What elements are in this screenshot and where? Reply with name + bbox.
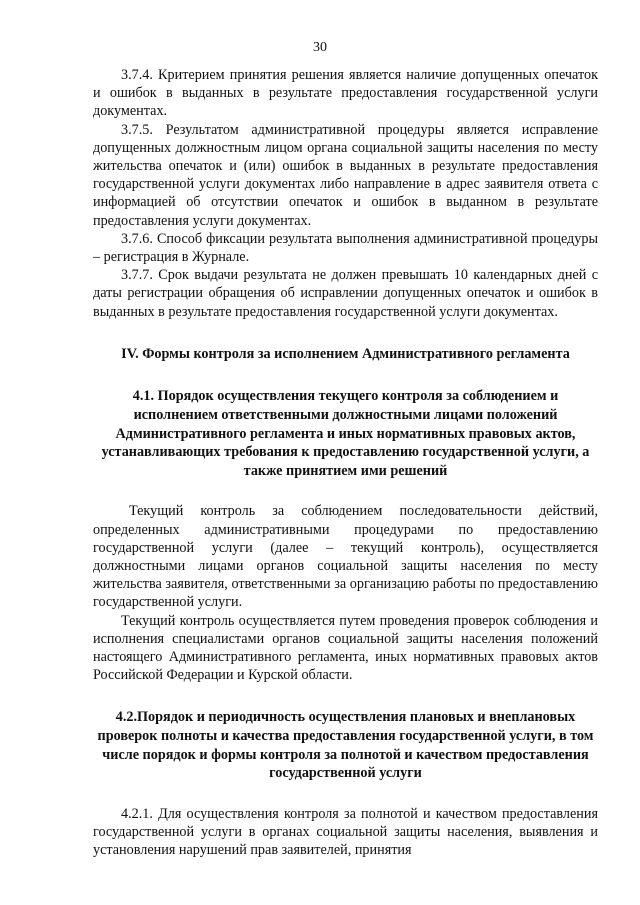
paragraph-current-control: Текущий контроль за соблюдением последовательности действий, определенных административными процедурами по предоставлению государственной услуги (далее – текущий контроль), осуществляется должностными лицами органов социальной защиты населения по месту жительства заявителя, ответственными за организацию работы по предоставлению государственной услуги. <box>93 503 598 611</box>
paragraph-control-checks: Текущий контроль осуществляется путем проведения проверок соблюдения и исполнения специалистами органов социальной защиты населения положений настоящего Административного регламента, иных нормативных правовых актов Российской Федерации и Курской области. <box>93 612 598 684</box>
subsection-title-4-1: 4.1. Порядок осуществления текущего контроля за соблюдением и исполнением ответственными должностными лицами положений Административного регламента и иных нормативных правовых актов, устанавливающих требования к предоставлению государственной услуги, а также принятием ими решений <box>101 388 590 479</box>
section-title-iv: IV. Формы контроля за исполнением Административного регламента <box>121 345 570 362</box>
page-number: 30 <box>313 40 327 55</box>
subsection-title-4-2: 4.2.Порядок и периодичность осуществления плановых и внеплановых проверок полноты и качества предоставления государственной услуги, в том числе порядок и формы контроля за полнотой и качеством предоставления государственной услуги <box>97 709 594 782</box>
paragraph-3-7-6: 3.7.6. Способ фиксации результата выполнения административной процедуры – регистрация в Журнале. <box>93 230 598 266</box>
paragraph-3-7-4: 3.7.4. Критерием принятия решения является наличие допущенных опечаток и ошибок в выданных в результате предоставления государственной услуги документах. <box>93 67 598 120</box>
document-body <box>93 66 598 859</box>
paragraph-3-7-5: 3.7.5. Результатом административной процедуры является исправление допущенных должностным лицом органа социальной защиты населения по месту жительства опечаток и (или) ошибок в выданных в результате предоставления государственной услуги документах либо направление в адрес заявителя ответа с информацией об отсутствии опечаток и ошибок в выданном в результате предоставления услуги документах. <box>93 121 598 229</box>
paragraph-4-2-1: 4.2.1. Для осуществления контроля за полнотой и качеством предоставления государственной услуги в органах социальной защиты населения, выявления и установления нарушений прав заявителей, принятия <box>93 805 598 859</box>
paragraph-3-7-7: 3.7.7. Срок выдачи результата не должен превышать 10 календарных дней с даты регистрации обращения об исправлении допущенных опечаток и ошибок в выданных в результате предоставления государственной услуги документах. <box>93 267 598 320</box>
